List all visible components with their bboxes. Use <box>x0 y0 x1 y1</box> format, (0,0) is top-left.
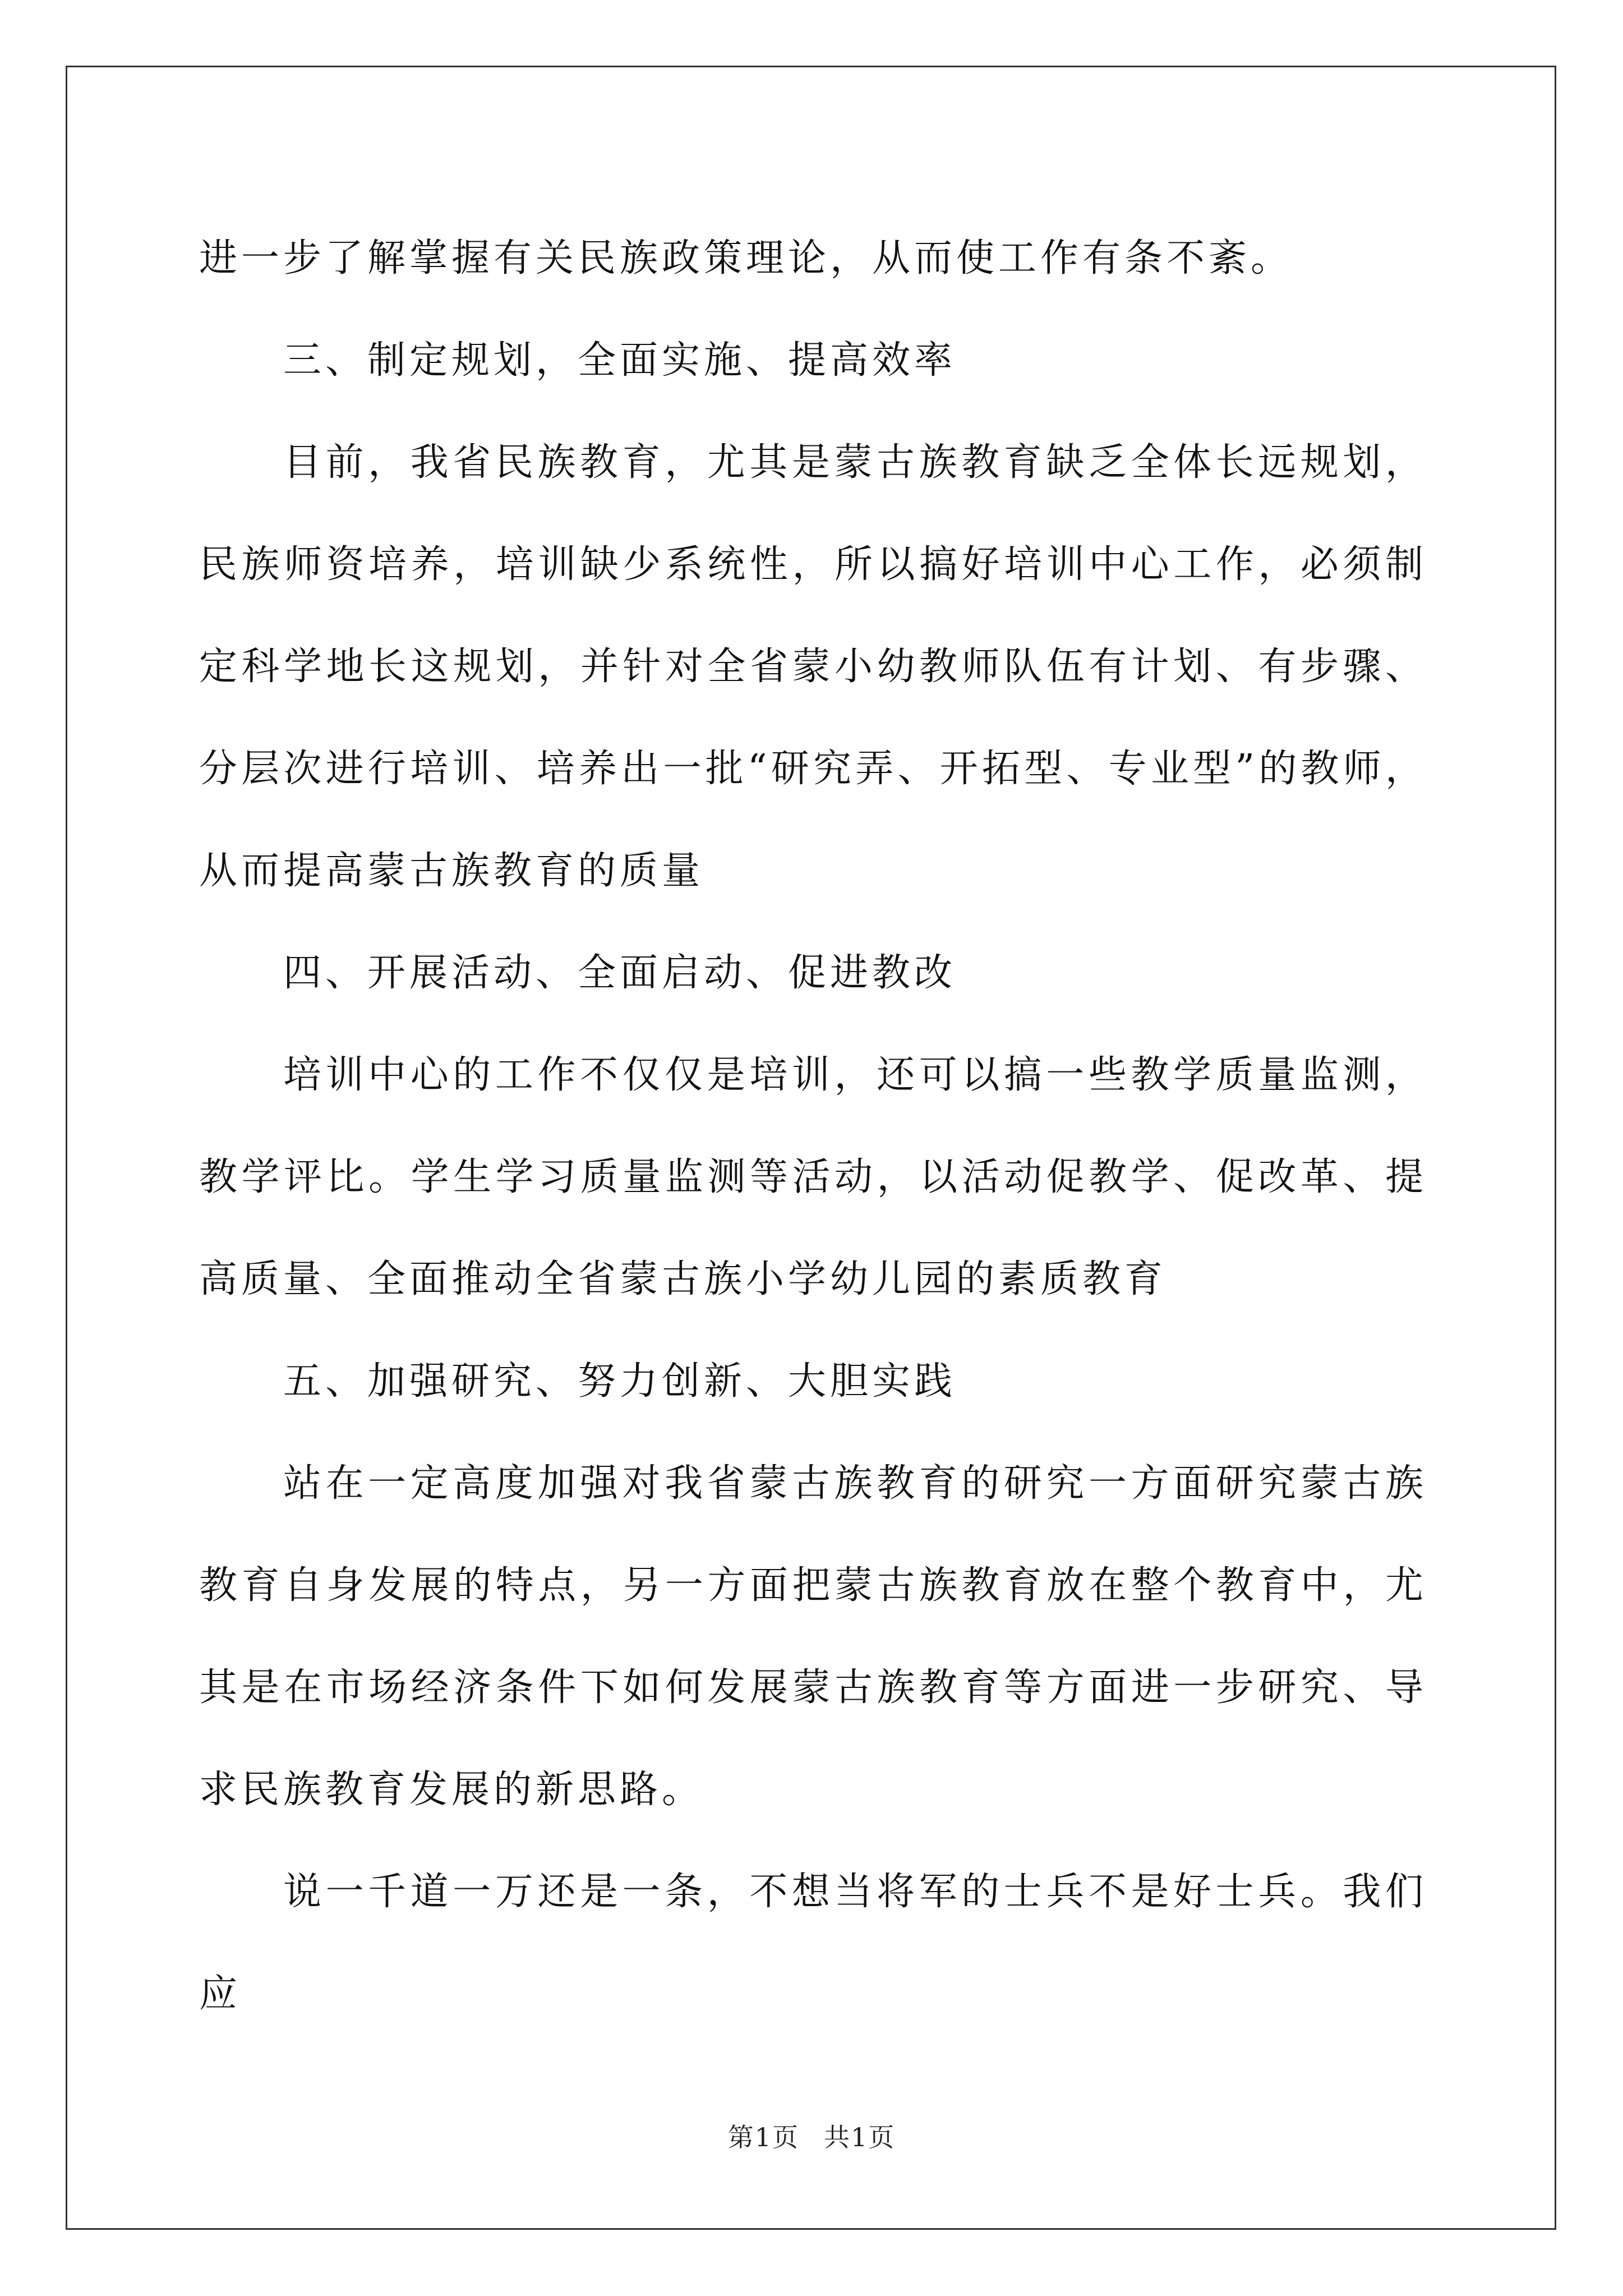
section-heading-5: 五、加强研究、努力创新、大胆实践 <box>283 1359 957 1404</box>
document-body <box>199 208 1427 2045</box>
section-heading-4: 四、开展活动、全面启动、促进教改 <box>283 951 957 995</box>
page-number-current: 第1页 <box>727 2122 799 2152</box>
paragraph-continuation: 进一步了解掌握有关民族政策理论，从而使工作有条不紊。 <box>199 236 1293 280</box>
page-number-total: 共1页 <box>824 2122 896 2152</box>
paragraph-research: 站在一定高度加强对我省蒙古族教育的研究一方面研究蒙古族教育自身发展的特点，另一方面把蒙古族教育放在整个教育中，尤其是在市场经济条件下如何发展蒙古族教育等方面进一步研究、导求民族教育发展的新思路。 <box>199 1461 1427 1812</box>
paragraph-activities: 培训中心的工作不仅仅是培训，还可以搞一些教学质量监测，教学评比。学生学习质量监测等活动，以活动促教学、促改革、提高质量、全面推动全省蒙古族小学幼儿园的素质教育 <box>199 1053 1427 1301</box>
section-heading-3: 三、制定规划，全面实施、提高效率 <box>283 338 957 383</box>
paragraph-closing: 说一千道一万还是一条，不想当将军的士兵不是好士兵。我们应 <box>199 1870 1427 2016</box>
paragraph-planning: 目前，我省民族教育，尤其是蒙古族教育缺乏全体长远规划，民族师资培养，培训缺少系统性，所以搞好培训中心工作，必须制定科学地长这规划，并针对全省蒙小幼教师队伍有计划、有步骤、分层次进行培训、培养出一批“研究弄、开拓型、专业型”的教师，从而提高蒙古族教育的质量 <box>199 440 1427 893</box>
page-footer <box>0 2117 1623 2154</box>
